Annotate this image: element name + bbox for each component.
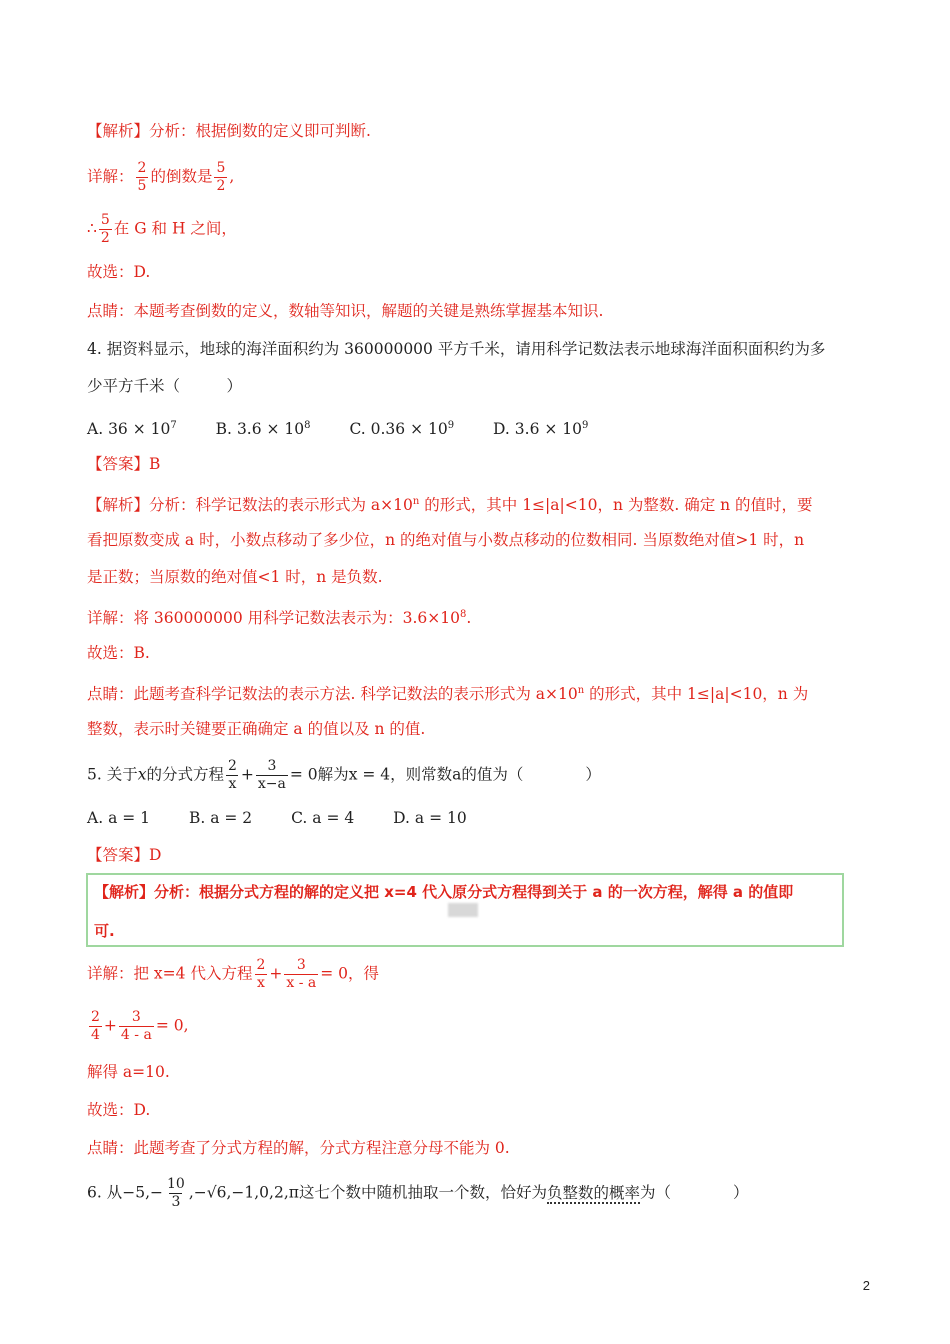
fraction-2-x: $\frac{2}{x}$ (256, 957, 266, 991)
q5-options (87, 806, 870, 830)
fraction-2-5: $\frac{2}{5}$ (137, 160, 147, 194)
fraction-5-2: $\frac{5}{2}$ (100, 212, 110, 246)
question-5: 5. 关于x的分式方程 $\frac{2}{x}$ + $\frac{3}{x-a}$ = 0解为x = 4，则常数a的值为（ ） (87, 758, 601, 792)
detail-q5: 详解：把 x=4 代入方程 $\frac{2}{x}$ + $\frac{3}{x - a}$ = 0，得 (87, 957, 380, 991)
detail-text: 的倒数是 (150, 167, 213, 186)
q4-options (87, 414, 870, 441)
point-q4-line1: 点睛：此题考查科学记数法的表示方法. 科学记数法的表示形式为 $a\times 10^n$ 的形式，其中 1≤|a|<10，n 为 (87, 685, 809, 704)
fraction-3-x-a: $\frac{3}{x - a}$ (286, 957, 317, 991)
analysis-q4-line1: 【解析】分析：科学记数法的表示形式为 $a\times 10^n$ 的形式，其中 1≤|a|<10，n 为整数. 确定 n 的值时，要 (87, 496, 813, 515)
q5-option-c: C. a = 4 (291, 809, 355, 827)
select-q5: 故选：D. (87, 1101, 151, 1119)
fraction-3-x-a: $\frac{3}{x-a}$ (257, 758, 286, 792)
substitution-q5: $\frac{2}{4}$ + $\frac{3}{4 - a}$ = 0, (91, 1009, 189, 1043)
analysis-q4-line3: 是正数；当原数的绝对值<1 时，n 是负数. (87, 568, 383, 586)
analysis-q5-line2: 可. (94, 922, 115, 940)
answer-q4: 【答案】B (87, 455, 161, 473)
point-q4-line2: 整数，表示时关键要正确确定 a 的值以及 n 的值. (87, 720, 426, 738)
detail-q4: 详解：将 360000000 用科学记数法表示为：$3.6\times 10^8$. (87, 609, 472, 628)
point-q3: 点睛：本题考查倒数的定义，数轴等知识，解题的关键是熟练掌握基本知识. (87, 302, 604, 320)
q5-option-b: B. a = 2 (188, 809, 253, 827)
detail-q3 (87, 160, 870, 195)
emphasis-dotted: 负整数的概率 (546, 1183, 640, 1202)
select-q4: 故选：B. (87, 644, 150, 662)
answer-q5: 【答案】D (87, 846, 162, 864)
question-6: 6. 从−5,− $\frac{10}{3}$ ,−√6,−1,0,2,π这七个数中随机抽取一个数，恰好为负整数的概率为（ ） (87, 1176, 749, 1210)
conclusion-q3 (87, 212, 870, 247)
analysis-q3: 【解析】分析：根据倒数的定义即可判断. (87, 122, 371, 140)
analysis-q5-box (86, 873, 844, 947)
select-q3: 故选：D. (87, 263, 151, 281)
fraction-2-4: $\frac{2}{4}$ (91, 1009, 100, 1043)
q5-option-a: A. a = 1 (87, 809, 151, 827)
page-number: 2 (862, 1278, 870, 1293)
fraction-3-4-a: $\frac{3}{4 - a}$ (120, 1009, 152, 1043)
q4-option-d: D. $3.6 \times 10^9$ (493, 420, 589, 439)
question-4-line2: 少平方千米（ ） (87, 377, 243, 395)
fraction-2-x: $\frac{2}{x}$ (227, 758, 237, 792)
q4-option-c: C. $0.36 \times 10^9$ (349, 420, 455, 439)
detail-comma: , (229, 167, 235, 186)
detail-label: 详解： (87, 167, 134, 186)
question-4-line1: 4. 据资料显示，地球的海洋面积约为 360000000 平方千米，请用科学记数法表示地球海洋面积面积约为多 (87, 340, 826, 358)
q5-option-d: D. a = 10 (393, 809, 467, 827)
analysis-q5-line1: 【解析】分析：根据分式方程的解的定义把 x=4 代入原分式方程得到关于 a 的一次方程，解得 a 的值即 (94, 883, 794, 901)
fraction-10-3: $\frac{10}{3}$ (166, 1176, 185, 1210)
result-q5: 解得 a=10. (87, 1063, 170, 1081)
analysis-q4-line2: 看把原数变成 a 时，小数点移动了多少位，n 的绝对值与小数点移动的位数相同. 当原数绝对值>1 时，n (87, 531, 805, 549)
blurred-mark (448, 897, 478, 921)
q4-option-a: A. $36 \times 10^7$ (87, 420, 177, 439)
conclusion-text: 在 G 和 H 之间， (113, 219, 237, 238)
q4-option-b: B. $3.6 \times 10^8$ (215, 420, 311, 439)
fraction-5-2: $\frac{5}{2}$ (216, 160, 226, 194)
therefore-symbol: ∴ (87, 219, 97, 238)
point-q5: 点睛：此题考查了分式方程的解，分式方程注意分母不能为 0. (87, 1139, 510, 1157)
